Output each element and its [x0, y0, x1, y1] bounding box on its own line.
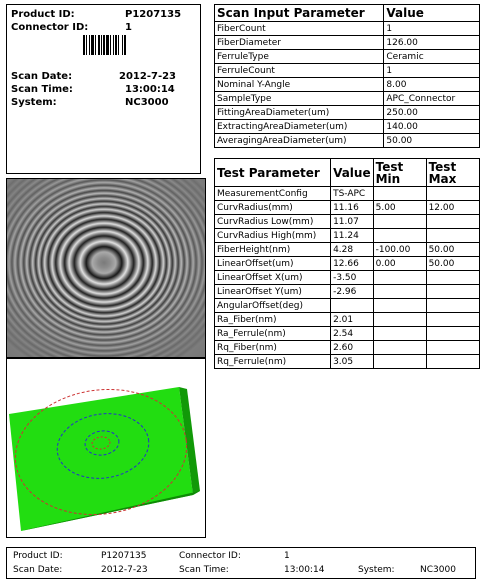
scan-input-param: FiberCount	[215, 22, 384, 36]
test-min	[373, 271, 426, 285]
barcode-bar	[103, 35, 105, 55]
test-param: Ra_Fiber(nm)	[215, 313, 331, 327]
test-min	[373, 355, 426, 369]
scan-input-row	[215, 50, 480, 64]
scan-input-value: 250.00	[384, 106, 480, 120]
green-surface	[9, 387, 193, 531]
test-value: 11.16	[331, 201, 374, 215]
barcode-bar	[83, 35, 85, 55]
scan-input-row	[215, 92, 480, 106]
test-row	[215, 201, 480, 215]
test-param: Rq_Fiber(nm)	[215, 341, 331, 355]
test-min	[373, 341, 426, 355]
test-row	[215, 229, 480, 243]
test-max	[426, 271, 479, 285]
test-row	[215, 215, 480, 229]
scan-time-value: 13:00:14	[125, 84, 175, 95]
test-header-value: Value	[331, 159, 374, 187]
footer-connector-id-value: 1	[284, 551, 290, 561]
test-max	[426, 341, 479, 355]
connector-id-label: Connector ID:	[11, 22, 89, 33]
test-max	[426, 285, 479, 299]
test-row	[215, 243, 480, 257]
barcode-bar	[118, 35, 119, 55]
scan-input-param: AveragingAreaDiameter(um)	[215, 134, 384, 148]
scan-input-row	[215, 78, 480, 92]
connector-id-value: 1	[125, 22, 132, 33]
test-max	[426, 313, 479, 327]
test-row	[215, 257, 480, 271]
scan-input-param: ExtractingAreaDiameter(um)	[215, 120, 384, 134]
test-max: 12.00	[426, 201, 479, 215]
test-min	[373, 313, 426, 327]
test-param: CurvRadius Low(mm)	[215, 215, 331, 229]
barcode-bar	[98, 35, 100, 55]
scan-date-value: 2012-7-23	[119, 71, 177, 82]
system-value: NC3000	[125, 97, 169, 108]
test-param: LinearOffset X(um)	[215, 271, 331, 285]
footer-system-label: System:	[358, 565, 395, 575]
barcode-bar	[113, 35, 114, 55]
scan-time-label: Scan Time:	[11, 84, 73, 95]
test-max: 50.00	[426, 257, 479, 271]
scan-input-table	[214, 4, 480, 148]
test-value: 12.66	[331, 257, 374, 271]
test-row	[215, 327, 480, 341]
scan-input-row	[215, 64, 480, 78]
scan-input-param: FiberDiameter	[215, 36, 384, 50]
barcode-bar	[124, 35, 126, 55]
fringe-svg	[7, 179, 205, 357]
test-param: CurvRadius(mm)	[215, 201, 331, 215]
test-row	[215, 271, 480, 285]
footer-scan-date-value: 2012-7-23	[101, 565, 148, 575]
surface-3d-plot	[6, 358, 206, 538]
test-value: 2.54	[331, 327, 374, 341]
scan-input-header-param: Scan Input Parameter	[215, 5, 384, 22]
test-max	[426, 355, 479, 369]
test-value: 11.07	[331, 215, 374, 229]
product-id-label: Product ID:	[11, 9, 75, 20]
barcode-bar	[115, 35, 117, 55]
barcode-bar	[91, 35, 94, 55]
test-row	[215, 341, 480, 355]
test-value: -2.96	[331, 285, 374, 299]
scan-input-param: FittingAreaDiameter(um)	[215, 106, 384, 120]
barcode-bar	[89, 35, 90, 55]
interference-fringe-image	[6, 178, 206, 358]
test-row	[215, 313, 480, 327]
footer-system-value: NC3000	[420, 565, 456, 575]
test-min	[373, 215, 426, 229]
footer-scan-time-value: 13:00:14	[284, 565, 325, 575]
scan-input-value: 1	[384, 22, 480, 36]
test-header-param: Test Parameter	[215, 159, 331, 187]
barcode	[83, 35, 133, 55]
test-max	[426, 229, 479, 243]
test-param: LinearOffset(um)	[215, 257, 331, 271]
scan-input-param: SampleType	[215, 92, 384, 106]
test-row	[215, 299, 480, 313]
test-header-min: Test Min	[373, 159, 426, 187]
scan-input-row	[215, 120, 480, 134]
system-label: System:	[11, 97, 57, 108]
footer-product-id-value: P1207135	[101, 551, 147, 561]
test-value: 3.05	[331, 355, 374, 369]
test-header-max: Test Max	[426, 159, 479, 187]
footer-product-id-label: Product ID:	[13, 551, 63, 561]
test-row	[215, 355, 480, 369]
barcode-bar	[95, 35, 96, 55]
scan-input-value: 50.00	[384, 134, 480, 148]
footer-info	[6, 547, 476, 579]
product-id-value: P1207135	[125, 9, 182, 20]
test-row	[215, 285, 480, 299]
test-param: FiberHeight(nm)	[215, 243, 331, 257]
test-min	[373, 285, 426, 299]
scan-input-row	[215, 106, 480, 120]
barcode-bar	[122, 35, 123, 55]
barcode-bar	[86, 35, 87, 55]
scan-input-header-value: Value	[384, 5, 480, 22]
test-value: TS-APC	[331, 187, 374, 201]
info-panel	[6, 4, 201, 174]
test-max	[426, 327, 479, 341]
test-row	[215, 187, 480, 201]
scan-input-value: 8.00	[384, 78, 480, 92]
test-min	[373, 229, 426, 243]
scan-input-value: Ceramic	[384, 50, 480, 64]
scan-input-value: 1	[384, 64, 480, 78]
test-param: CurvRadius High(mm)	[215, 229, 331, 243]
scan-input-value: 126.00	[384, 36, 480, 50]
test-value: 2.60	[331, 341, 374, 355]
test-param: AngularOffset(deg)	[215, 299, 331, 313]
scan-input-value: 140.00	[384, 120, 480, 134]
scan-input-row	[215, 22, 480, 36]
test-value: 11.24	[331, 229, 374, 243]
test-value	[331, 299, 374, 313]
surface-svg	[7, 359, 205, 537]
test-max: 50.00	[426, 243, 479, 257]
test-param: MeasurementConfig	[215, 187, 331, 201]
test-param: Rq_Ferrule(nm)	[215, 355, 331, 369]
test-max	[426, 215, 479, 229]
scan-input-value: APC_Connector	[384, 92, 480, 106]
scan-input-row	[215, 36, 480, 50]
footer-scan-time-label: Scan Time:	[179, 565, 229, 575]
test-value: 4.28	[331, 243, 374, 257]
test-min	[373, 327, 426, 341]
footer-connector-id-label: Connector ID:	[179, 551, 241, 561]
test-value: -3.50	[331, 271, 374, 285]
barcode-bar	[106, 35, 109, 55]
test-min	[373, 299, 426, 313]
test-min: 0.00	[373, 257, 426, 271]
test-max	[426, 187, 479, 201]
barcode-bar	[101, 35, 102, 55]
test-param: LinearOffset Y(um)	[215, 285, 331, 299]
test-min: 5.00	[373, 201, 426, 215]
test-parameter-table	[214, 158, 480, 369]
test-min	[373, 187, 426, 201]
test-max	[426, 299, 479, 313]
scan-input-param: FerruleCount	[215, 64, 384, 78]
scan-input-param: Nominal Y-Angle	[215, 78, 384, 92]
scan-input-param: FerruleType	[215, 50, 384, 64]
barcode-bar	[110, 35, 111, 55]
footer-scan-date-label: Scan Date:	[13, 565, 63, 575]
scan-input-row	[215, 134, 480, 148]
test-value: 2.01	[331, 313, 374, 327]
test-param: Ra_Ferrule(nm)	[215, 327, 331, 341]
scan-date-label: Scan Date:	[11, 71, 73, 82]
test-min: -100.00	[373, 243, 426, 257]
